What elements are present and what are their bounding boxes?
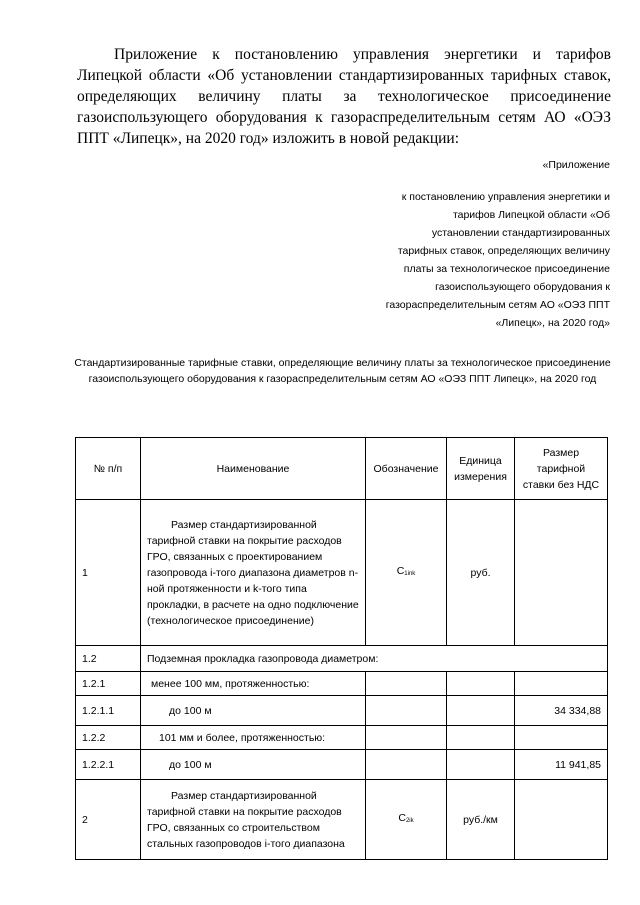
cell-name: до 100 м [141, 750, 366, 780]
cell-designation [366, 500, 447, 646]
table-row [76, 780, 608, 860]
cell-num: 1.2.1.1 [76, 696, 141, 726]
designation-base: C [396, 565, 405, 577]
cell-designation [366, 780, 447, 860]
appendix-line: газоиспользующего оборудования к [435, 281, 610, 293]
designation-sub: 2ik [405, 818, 414, 824]
tariff-table [75, 437, 608, 860]
designation-base: C [398, 812, 406, 824]
appendix-line: платы за технологическое присоединение [403, 263, 610, 275]
header-designation: Обозначение [366, 438, 447, 500]
cell-designation [366, 726, 447, 750]
cell-name: до 100 м [141, 696, 366, 726]
header-unit: Единица измерения [447, 438, 515, 500]
appendix-line: тарифных ставок, определяющих величину [397, 245, 610, 257]
intro-paragraph [77, 44, 611, 149]
header-num: № п/п [76, 438, 141, 500]
appendix-line: к постановлению управления энергетики и [401, 191, 610, 203]
cell-name-text: Размер стандартизированной тарифной ставки на покрытие расходов ГРО, связанных с проектированием газопровода i-того диапазона диаметров n-ной протяженности и k-того типа прокладки, в расчете на одно подключение (технологическое присоединение) [147, 518, 359, 627]
appendix-block [360, 156, 610, 332]
appendix-line: тарифов Липецкой области «Об [452, 209, 610, 221]
cell-value: 34 334,88 [515, 696, 608, 726]
cell-unit: руб./км [447, 780, 515, 860]
table-row [76, 726, 608, 750]
cell-value: 11 941,85 [515, 750, 608, 780]
cell-name [141, 500, 366, 646]
cell-num: 1.2.2.1 [76, 750, 141, 780]
cell-unit [447, 750, 515, 780]
cell-name [141, 672, 366, 696]
cell-name-text: Размер стандартизированной тарифной ставки на покрытие расходов ГРО, связанных со строительством стальных газопроводов i-того диапазона [147, 789, 345, 850]
appendix-heading: «Приложение [542, 159, 610, 171]
appendix-line: установлении стандартизированных [431, 227, 610, 239]
cell-unit [447, 726, 515, 750]
cell-name-span: Подземная прокладка газопровода диаметром: [141, 646, 608, 672]
cell-unit: руб. [447, 500, 515, 646]
cell-num: 1.2 [76, 646, 141, 672]
cell-num: 1.2.1 [76, 672, 141, 696]
cell-unit [447, 696, 515, 726]
appendix-line: «Липецк», на 2020 год» [495, 317, 610, 329]
cell-designation [366, 672, 447, 696]
cell-name-text: менее 100 мм, протяженностью: [151, 677, 310, 690]
table-row [76, 672, 608, 696]
cell-value [515, 726, 608, 750]
cell-value [515, 780, 608, 860]
header-value: Размер тарифной ставки без НДС [515, 438, 608, 500]
cell-num: 2 [76, 780, 141, 860]
table-header-row [76, 438, 608, 500]
cell-num: 1.2.2 [76, 726, 141, 750]
cell-designation [366, 750, 447, 780]
table-row [76, 646, 608, 672]
cell-designation [366, 696, 447, 726]
cell-value [515, 500, 608, 646]
cell-name [141, 780, 366, 860]
table-row [76, 500, 608, 646]
table-row [76, 750, 608, 780]
table-row [76, 696, 608, 726]
appendix-line: газораспределительным сетям АО «ОЭЗ ППТ [385, 299, 610, 311]
cell-num: 1 [76, 500, 141, 646]
header-name: Наименование [141, 438, 366, 500]
table-title: Стандартизированные тарифные ставки, определяющие величину платы за технологическое присоединение газоиспользующего оборудования к газораспределительным сетям АО «ОЭЗ ППТ Липецк», на 2020 год [74, 357, 611, 385]
intro-text: Приложение к постановлению управления энергетики и тарифов Липецкой области «Об установлении стандартизированных тарифных ставок, определяющих величину платы за технологическое присоединение газоиспользующего оборудования к газораспределительным сетям АО «ОЭЗ ППТ «Липецк», на 2020 год» изложить в новой редакции: [77, 46, 611, 147]
cell-unit [447, 672, 515, 696]
cell-name: 101 мм и более, протяженностью: [141, 726, 366, 750]
cell-value [515, 672, 608, 696]
designation-sub: 1ink [404, 571, 416, 577]
